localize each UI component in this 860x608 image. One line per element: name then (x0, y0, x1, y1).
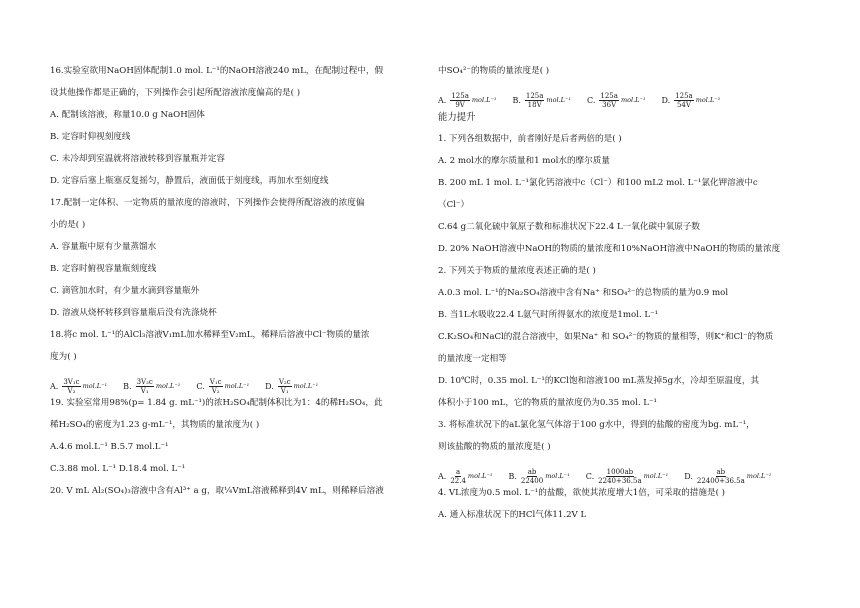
q20-option-d (662, 92, 721, 109)
p1-stem: 1. 下列各组数据中，前者刚好是后者两倍的是( ) (438, 134, 622, 144)
fraction (62, 378, 80, 395)
fraction (521, 468, 543, 485)
q17-stem-line1: 17.配制一定体积、一定物质的量浓度的溶液时，下列操作会使得所配溶液的浓度偏 (50, 198, 365, 208)
q18-option-a (50, 378, 107, 395)
q16-option-b: B. 定容时仰视刻度线 (50, 132, 131, 142)
p4-stem: 4. VL浓度为0.5 mol. L⁻¹的盐酸，欲使其浓度增大1倍，可采取的措施是( ) (438, 488, 726, 498)
unit: mol.L⁻¹ (471, 96, 497, 104)
option-label: B. (123, 381, 132, 391)
fraction (136, 378, 154, 395)
q19-options-ab: A.4.6 mol.L⁻¹ B.5.7 mol.L⁻¹ (50, 442, 169, 452)
option-label: C. (585, 471, 595, 481)
fraction-denominator: V₂ (67, 386, 76, 395)
option-label: D. (661, 95, 671, 105)
p1-option-b-line2: （Cl⁻） (438, 200, 470, 210)
unit: mol.L⁻¹ (546, 96, 571, 104)
fraction-numerator: ab (716, 467, 726, 476)
p2-option-a: A.0.3 mol. L⁻¹的Na₂SO₄溶液中含有Na⁺ 和SO₄²⁻的总物质的量为0.9 mol (438, 288, 729, 298)
q19-stem-line2: 稀H₂SO₄的密度为1.23 g-mL⁻¹，其物质的量浓度为( ) (50, 420, 260, 430)
fraction-denominator: 18V (527, 100, 542, 109)
q19-options-cd: C.3.88 mol. L⁻¹ D.18.4 mol. L⁻¹ (50, 464, 186, 474)
fraction (598, 468, 641, 485)
fraction (209, 378, 223, 395)
q18-options (50, 374, 426, 398)
p1-option-d: D. 20% NaOH溶液中NaOH的物质的量浓度和10%NaOH溶液中NaOH的物质的量浓度 (438, 244, 781, 254)
q18-option-b (123, 378, 180, 395)
fraction-numerator: ab (527, 467, 537, 476)
fraction-denominator: 22.4 (450, 476, 466, 485)
unit: mol.L⁻¹ (82, 382, 108, 390)
option-label: A. (438, 471, 447, 481)
q18-stem-line1: 18.将c mol. L⁻¹的AlCl₃溶液V₁mL加水稀释至V₂mL，稀释后溶液中Cl⁻物质的量浓 (50, 330, 370, 340)
unit: mol.L⁻¹ (545, 472, 570, 480)
option-label: B. (508, 471, 517, 481)
fraction-numerator: 125a (600, 91, 618, 100)
q20-stem-line1: 20. V mL Al₂(SO₄)₃溶液中含有Al³⁺ a g，取¼VmL溶液稀释到4V mL，则稀释后溶液 (50, 486, 384, 496)
p2-option-d-line2: 体积小于100 mL，它的物质的量浓度仍为0.35 mol. L⁻¹ (438, 398, 657, 408)
fraction-denominator: V₁ (140, 386, 149, 395)
q20-options (438, 88, 818, 112)
unit: mol.L⁻¹ (620, 96, 646, 104)
fraction-numerator: 125a (451, 91, 469, 100)
p3-option-a (438, 468, 493, 485)
fraction-denominator: 2240+36.5a (598, 476, 642, 485)
q17-option-b: B. 定容时俯视容量瓶刻度线 (50, 264, 157, 274)
q20-option-b (512, 92, 571, 109)
q16-stem-line2: 设其他操作都是正确的，下列操作会引起所配溶液浓度偏高的是( ) (50, 88, 301, 98)
p3-stem-line2: 则该盐酸的物质的量浓度是( ) (438, 442, 551, 452)
unit: mol.L⁻¹ (293, 382, 319, 390)
unit: mol.L⁻¹ (746, 472, 772, 480)
p1-option-a: A. 2 mol水的摩尔质量和1 mol水的摩尔质量 (438, 156, 610, 166)
fraction-numerator: a (456, 467, 461, 476)
q17-stem-line2: 小的是( ) (50, 220, 86, 230)
q20-option-c (587, 92, 646, 109)
p1-option-b-line1: B. 200 mL 1 mol. L⁻¹氯化钙溶液中c（Cl⁻）和100 mL2 mol. L⁻¹氯化钾溶液中c (438, 178, 758, 188)
q20-stem-line2: 中SO₄²⁻的物质的量浓度是( ) (438, 66, 550, 76)
q18-option-d (265, 378, 318, 395)
p2-option-b: B. 当1L水吸收22.4 L氨气时所得氨水的浓度是1mol. L⁻¹ (438, 310, 659, 320)
q16-option-a: A. 配制该溶液，称量10.0 g NaOH固体 (50, 110, 205, 120)
q16-option-c: C. 未冷却到室温就将溶液转移到容量瓶并定容 (50, 154, 226, 164)
unit: mol.L⁻¹ (695, 96, 721, 104)
fraction-numerator: 3V₁c (63, 377, 80, 386)
option-label: D. (684, 471, 693, 481)
p2-option-c-line2: 的量浓度一定相等 (438, 354, 507, 364)
p3-option-c (586, 468, 668, 485)
p3-option-b (509, 468, 570, 485)
p2-option-c-line1: C.K₂SO₄和NaCl的混合溶液中，如果Na⁺ 和 SO₄²⁻的物质的量相等，则K⁺和Cl⁻的物质 (438, 332, 774, 342)
fraction-numerator: 3V₂c (136, 377, 153, 386)
fraction-denominator: 9V (455, 100, 465, 109)
fraction (525, 92, 545, 109)
right-column (438, 66, 818, 532)
p4-option-a: A. 通入标准状况下的HCl气体11.2V L (438, 510, 587, 520)
fraction-denominator: V₁ (280, 386, 289, 395)
q19-stem-line1: 19. 实验室常用98%(p= 1.84 g. mL⁻¹)的浓H₂SO₄配制体积比为1：4的稀H₂SO₄，此 (50, 398, 383, 408)
q17-option-d: D. 溶液从烧杯转移到容量瓶后没有洗涤烧杯 (50, 308, 217, 318)
q18-stem-line2: 度为( ) (50, 352, 77, 362)
fraction-numerator: V₁c (209, 377, 222, 386)
fraction (674, 92, 694, 109)
fraction (278, 378, 292, 395)
fraction-denominator: 54V (676, 100, 691, 109)
q16-option-d: D. 定容后塞上瓶塞反复摇匀，静置后，液面低于刻度线，再加水至刻度线 (50, 176, 329, 186)
option-label: A. (50, 381, 59, 391)
p2-stem: 2. 下列关于物质的量浓度表述正确的是( ) (438, 266, 596, 276)
q17-option-c: C. 滴管加水时，有少量水滴到容量瓶外 (50, 286, 200, 296)
unit: mol.L⁻¹ (224, 382, 250, 390)
fraction-numerator: V₂c (278, 377, 291, 386)
option-label: B. (512, 95, 521, 105)
p3-stem-line1: 3. 将标准状况下的aL氯化氢气体溶于100 g水中，得到的盐酸的密度为bg. mL⁻¹， (438, 420, 755, 430)
unit: mol.L⁻¹ (467, 472, 493, 480)
fraction-denominator: 22400+36.5a (696, 476, 745, 485)
q20-option-a (438, 92, 496, 109)
fraction-denominator: 22400 (520, 476, 544, 485)
p1-option-c: C.64 g二氧化硫中氧原子数和标准状况下22.4 L一氧化碳中氧原子数 (438, 222, 700, 232)
p2-option-d-line1: D. 10℃时，0.35 mol. L⁻¹的KCl饱和溶液100 mL蒸发掉5g水，冷却至原温度，其 (438, 376, 760, 386)
left-column (50, 66, 426, 508)
q18-option-c (196, 378, 249, 395)
fraction (697, 468, 745, 485)
unit: mol.L⁻¹ (155, 382, 181, 390)
q16-stem-line1: 16.实验室欲用NaOH固体配制1.0 mol. L⁻¹的NaOH溶液240 mL，在配制过程中，假 (50, 66, 384, 76)
section-heading: 能力提升 (438, 112, 476, 123)
fraction-denominator: 36V (602, 100, 617, 109)
p3-options (438, 464, 818, 488)
fraction-denominator: V₂ (211, 386, 220, 395)
option-label: C. (196, 381, 205, 391)
unit: mol.L⁻¹ (643, 472, 669, 480)
fraction-numerator: 125a (675, 91, 693, 100)
p3-option-d (684, 468, 771, 485)
fraction-numerator: 125a (525, 91, 544, 100)
option-label: A. (438, 95, 447, 105)
q17-option-a: A. 容量瓶中原有少量蒸馏水 (50, 242, 157, 252)
option-label: D. (265, 381, 274, 391)
fraction (599, 92, 619, 109)
fraction (450, 468, 466, 485)
fraction-numerator: 1000ab (606, 467, 634, 476)
fraction (450, 92, 470, 109)
option-label: C. (587, 95, 596, 105)
